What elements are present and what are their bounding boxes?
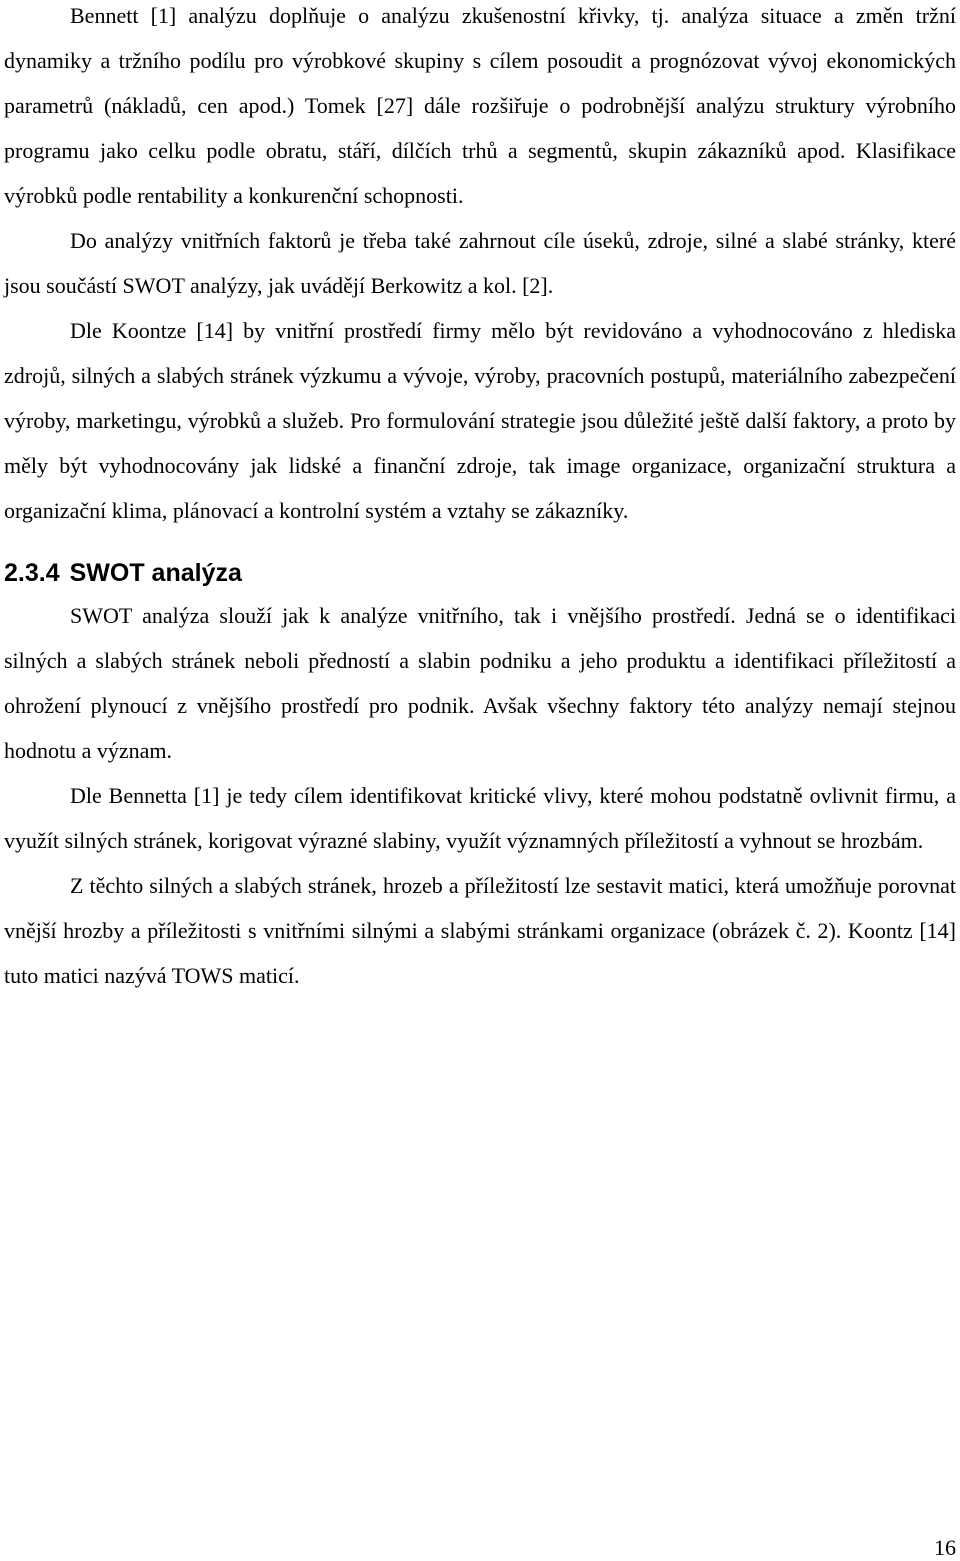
section-title: SWOT analýza xyxy=(69,559,242,587)
section-number: 2.3.4 xyxy=(4,559,60,587)
paragraph-internal-factors: Do analýzy vnitřních faktorů je třeba také zahrnout cíle úseků, zdroje, silné a slabé stránky, které jsou součástí SWOT analýzy, jak uvádějí Berkowitz a kol. [2]. xyxy=(4,228,956,298)
paragraph-koontz-internal-environment: Dle Koontze [14] by vnitřní prostředí firmy mělo být revidováno a vyhodnocováno z hlediska zdrojů, silných a slabých stránek výzkumu a vývoje, výroby, pracovních postupů, materiálního zabezpečení výroby, marketingu, výrobků a služeb. Pro formulování strategie jsou důležité ještě další faktory, a proto by měly být vyhodnocovány jak lidské a finanční zdroje, tak image organizace, organizační struktura a organizační klima, plánovací a kontrolní systém a vztahy se zákazníky. xyxy=(4,318,956,523)
paragraph-swot-definition: SWOT analýza slouží jak k analýze vnitřního, tak i vnějšího prostředí. Jedná se o identifikaci silných a slabých stránek neboli předností a slabin podniku a jeho produktu a identifikaci příležitostí a ohrožení plynoucí z vnějšího prostředí pro podnik. Avšak všechny faktory této analýzy nemají stejnou hodnotu a význam. xyxy=(4,603,956,763)
paragraph-bennett-goal: Dle Bennetta [1] je tedy cílem identifikovat kritické vlivy, které mohou podstatně ovlivnit firmu, a využít silných stránek, korigovat výrazné slabiny, využít významných příležitostí a vyhnout se hrozbám. xyxy=(4,783,956,853)
paragraph-experience-curve: Bennett [1] analýzu doplňuje o analýzu zkušenostní křivky, tj. analýza situace a změn tržní dynamiky a tržního podílu pro výrobkové skupiny s cílem posoudit a prognózovat vývoj ekonomických parametrů (nákladů, cen apod.) Tomek [27] dále rozšiřuje o podrobnější analýzu struktury výrobního programu jako celku podle obratu, stáří, dílčích trhů a segmentů, skupin zákazníků apod. Klasifikace výrobků podle rentability a konkurenční schopnosti. xyxy=(4,3,956,208)
document-page xyxy=(4,0,956,998)
section-heading xyxy=(4,553,956,593)
page-number: 16 xyxy=(934,1535,956,1560)
paragraph-tows-matrix: Z těchto silných a slabých stránek, hrozeb a příležitostí lze sestavit matici, která umožňuje porovnat vnější hrozby a příležitosti s vnitřními silnými a slabými stránkami organizace (obrázek č. 2). Koontz [14] tuto matici nazývá TOWS maticí. xyxy=(4,873,956,988)
